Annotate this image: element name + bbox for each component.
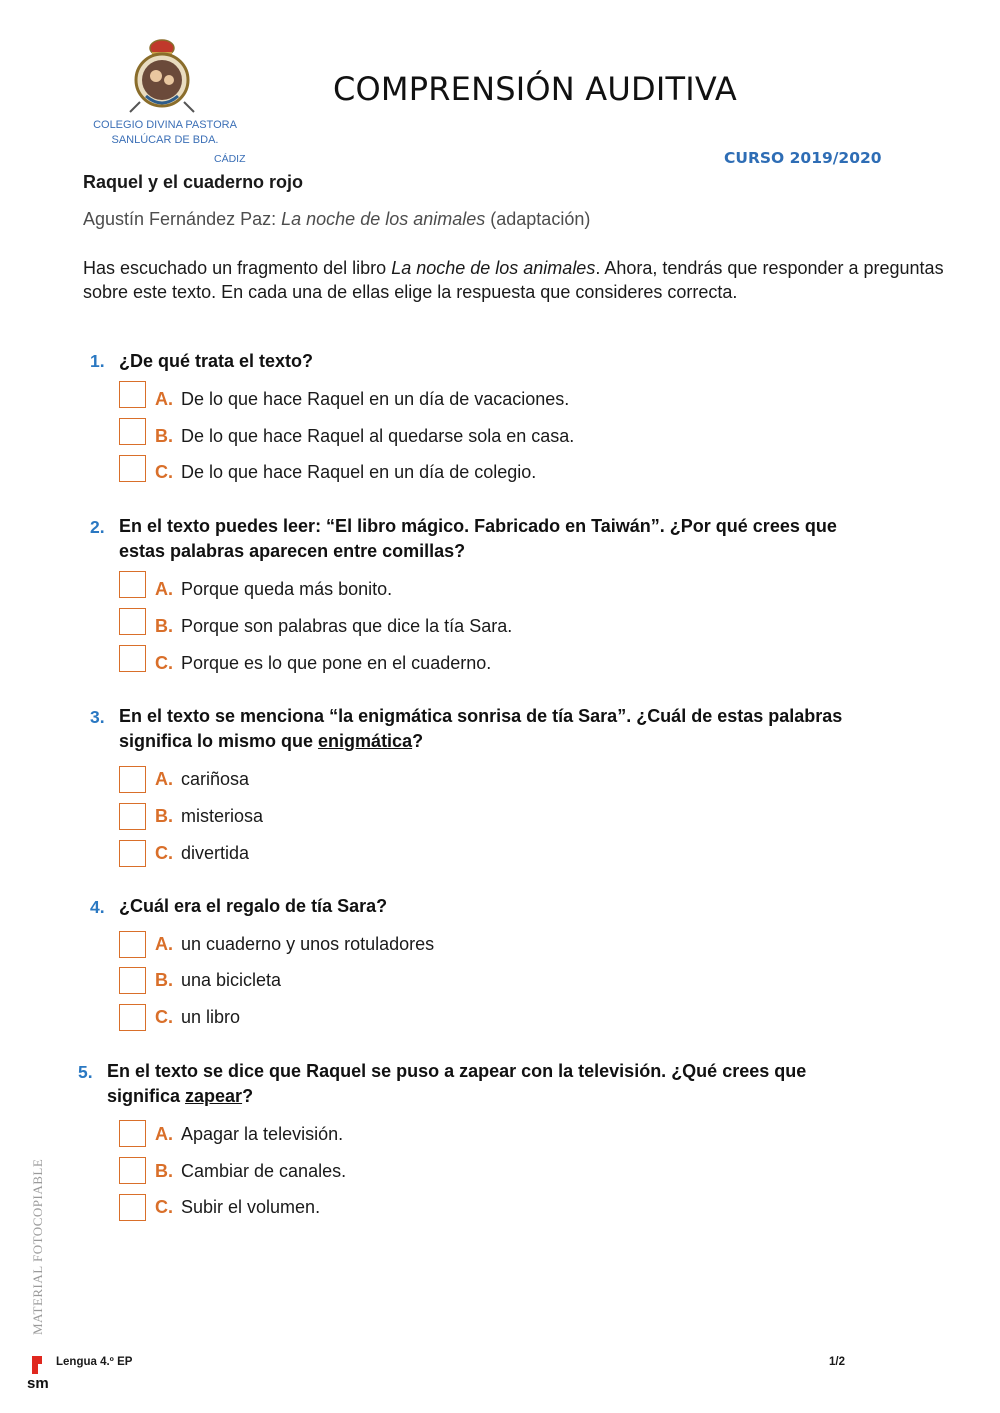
answer-checkbox-q4-c[interactable] (119, 1004, 146, 1031)
instructions-part2: . Ahora, tendrás que responder a preguntas sobre este texto. En cada una de ellas elige la respuesta que consideres correcta. (83, 258, 944, 302)
option-letter: C. (155, 1197, 173, 1217)
option-text: Cambiar de canales. (181, 1161, 347, 1181)
question-number: 5. (78, 1062, 93, 1082)
answer-checkbox-q2-b[interactable] (119, 608, 146, 635)
answer-checkbox-q5-c[interactable] (119, 1194, 146, 1221)
author-name: Agustín Fernández Paz: (83, 209, 282, 229)
answer-checkbox-q5-b[interactable] (119, 1157, 146, 1184)
publisher-logo-text: sm (27, 1375, 49, 1392)
option-text: Apagar la televisión. (181, 1124, 344, 1144)
option-text: un libro (181, 1007, 241, 1027)
question-text-line1: En el texto se dice que Raquel se puso a zapear con la televisión. ¿Qué crees que (107, 1061, 807, 1081)
school-name-line1: COLEGIO DIVINA PASTORA (93, 119, 237, 131)
option-letter: A. (155, 769, 173, 789)
option-letter: A. (155, 934, 173, 954)
option-text: De lo que hace Raquel en un día de colegio. (181, 462, 537, 482)
question-text-line1: En el texto se menciona “la enigmática sonrisa de tía Sara”. ¿Cuál de estas palabras (119, 706, 843, 726)
option-text: Porque queda más bonito. (181, 579, 393, 599)
answer-checkbox-q1-c[interactable] (119, 455, 146, 482)
option-text: divertida (181, 843, 250, 863)
story-author (83, 209, 590, 230)
answer-checkbox-q3-c[interactable] (119, 840, 146, 867)
option-letter: B. (155, 426, 173, 446)
option-text: De lo que hace Raquel en un día de vacaciones. (181, 389, 570, 409)
page-title: COMPRENSIÓN AUDITIVA (333, 70, 737, 108)
instructions-part1: Has escuchado un fragmento del libro (83, 258, 392, 278)
question-number: 2. (90, 517, 105, 537)
story-title: Raquel y el cuaderno rojo (83, 172, 304, 192)
answer-checkbox-q2-a[interactable] (119, 571, 146, 598)
option-letter: C. (155, 1007, 173, 1027)
option-text: Porque es lo que pone en el cuaderno. (181, 653, 492, 673)
author-suffix: (adaptación) (485, 209, 591, 229)
publisher-logo-icon (26, 1354, 54, 1392)
answer-checkbox-q5-a[interactable] (119, 1120, 146, 1147)
option-text: Porque son palabras que dice la tía Sara. (181, 616, 513, 636)
school-city: CÁDIZ (214, 153, 246, 165)
option-letter: A. (155, 1124, 173, 1144)
option-text: De lo que hace Raquel al quedarse sola en casa. (181, 426, 575, 446)
book-title: La noche de los animales (281, 209, 486, 229)
option-letter: B. (155, 1161, 173, 1181)
question-text-line2 (119, 729, 959, 754)
option-letter: C. (155, 843, 173, 863)
instructions-book-title: La noche de los animales (391, 258, 596, 278)
option-letter: C. (155, 462, 173, 482)
question-text-post: ? (412, 731, 424, 751)
answer-checkbox-q4-b[interactable] (119, 967, 146, 994)
answer-checkbox-q3-a[interactable] (119, 766, 146, 793)
question-text-pre: significa (107, 1086, 186, 1106)
question-text (119, 704, 959, 754)
option-text: misteriosa (181, 806, 264, 826)
question-number: 3. (90, 707, 105, 727)
question-text: ¿Cuál era el regalo de tía Sara? (119, 896, 388, 916)
school-crest-logo (126, 38, 198, 114)
question-text-line2: estas palabras aparecen entre comillas? (119, 541, 466, 561)
option-letter: A. (155, 389, 173, 409)
underlined-word: zapear (185, 1086, 243, 1106)
option-letter: B. (155, 806, 173, 826)
question-text: ¿De qué trata el texto? (119, 351, 314, 371)
answer-checkbox-q3-b[interactable] (119, 803, 146, 830)
question-text-post: ? (242, 1086, 254, 1106)
photocopiable-side-mark: MATERIAL FOTOCOPIABLE (30, 1158, 45, 1335)
answer-checkbox-q1-a[interactable] (119, 381, 146, 408)
question-number: 1. (90, 351, 105, 371)
option-text: una bicicleta (181, 970, 282, 990)
question-text-line2 (107, 1084, 967, 1109)
answer-checkbox-q2-c[interactable] (119, 645, 146, 672)
option-letter: B. (155, 970, 173, 990)
school-name (88, 118, 242, 148)
option-text: cariñosa (181, 769, 250, 789)
question-text (119, 514, 959, 564)
option-letter: B. (155, 616, 173, 636)
option-text: un cuaderno y unos rotuladores (181, 934, 435, 954)
option-text: Subir el volumen. (181, 1197, 321, 1217)
question-text-line1: En el texto puedes leer: “El libro mágico. Fabricado en Taiwán”. ¿Por qué crees que (119, 516, 837, 536)
answer-checkbox-q1-b[interactable] (119, 418, 146, 445)
instructions (83, 256, 963, 304)
footer-subject: Lengua 4.º EP (56, 1356, 133, 1368)
underlined-word: enigmática (318, 731, 413, 751)
page-number: 1/2 (829, 1356, 845, 1368)
answer-checkbox-q4-a[interactable] (119, 931, 146, 958)
option-letter: C. (155, 653, 173, 673)
course-label: CURSO 2019/2020 (724, 149, 882, 167)
option-letter: A. (155, 579, 173, 599)
question-number: 4. (90, 897, 105, 917)
school-name-line2: SANLÚCAR DE BDA. (111, 134, 219, 146)
question-text-pre: significa lo mismo que (119, 731, 319, 751)
question-text (107, 1059, 967, 1109)
